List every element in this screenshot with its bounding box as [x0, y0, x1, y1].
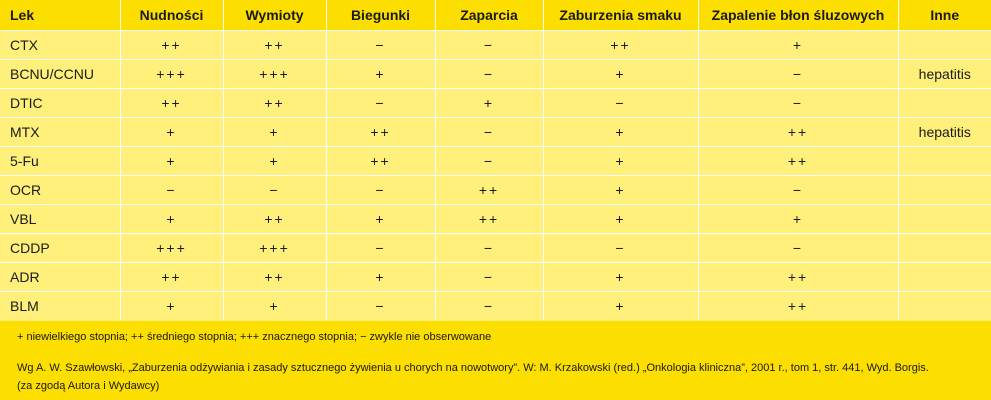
drug-name-cell: ADR	[0, 263, 120, 292]
severity-cell: +++	[223, 234, 326, 263]
table-row	[0, 60, 991, 89]
table-row	[0, 292, 991, 321]
severity-cell: −	[223, 176, 326, 205]
severity-cell: ++	[120, 31, 223, 60]
severity-cell: ++	[698, 292, 898, 321]
other-effect-cell	[898, 205, 991, 234]
other-effect-cell	[898, 147, 991, 176]
severity-cell: +	[698, 205, 898, 234]
drug-name-cell: 5-Fu	[0, 147, 120, 176]
severity-cell: +	[698, 31, 898, 60]
table-row	[0, 89, 991, 118]
other-effect-cell: hepatitis	[898, 60, 991, 89]
severity-cell: −	[698, 60, 898, 89]
severity-cell: ++	[698, 118, 898, 147]
severity-cell: ++	[698, 147, 898, 176]
severity-cell: +	[543, 176, 698, 205]
column-header: Zaparcia	[435, 0, 543, 31]
severity-cell: ++	[223, 89, 326, 118]
severity-cell: +++	[120, 60, 223, 89]
severity-cell: +	[543, 205, 698, 234]
table-row	[0, 31, 991, 60]
other-effect-cell	[898, 176, 991, 205]
severity-cell: +	[326, 263, 435, 292]
severity-cell: −	[326, 234, 435, 263]
other-effect-cell	[898, 31, 991, 60]
severity-cell: +	[326, 205, 435, 234]
severity-cell: ++	[223, 205, 326, 234]
other-effect-cell	[898, 292, 991, 321]
severity-cell: −	[543, 234, 698, 263]
table-row	[0, 205, 991, 234]
severity-cell: −	[698, 176, 898, 205]
severity-cell: −	[435, 31, 543, 60]
severity-cell: −	[543, 89, 698, 118]
column-header: Inne	[898, 0, 991, 31]
column-header: Zapalenie błon śluzowych	[698, 0, 898, 31]
severity-cell: +	[435, 89, 543, 118]
severity-cell: +	[120, 205, 223, 234]
severity-cell: +	[223, 118, 326, 147]
severity-cell: −	[435, 292, 543, 321]
severity-cell: +	[543, 292, 698, 321]
other-effect-cell	[898, 234, 991, 263]
severity-cell: −	[326, 89, 435, 118]
severity-cell: ++	[698, 263, 898, 292]
drug-name-cell: VBL	[0, 205, 120, 234]
severity-cell: +	[543, 147, 698, 176]
drug-name-cell: CTX	[0, 31, 120, 60]
severity-cell: −	[326, 292, 435, 321]
table-row	[0, 263, 991, 292]
severity-cell: ++	[435, 205, 543, 234]
severity-cell: ++	[543, 31, 698, 60]
drug-name-cell: OCR	[0, 176, 120, 205]
column-header: Nudności	[120, 0, 223, 31]
severity-cell: −	[435, 118, 543, 147]
source-citation: Wg A. W. Szawłowski, „Zaburzenia odżywiania i zasady sztucznego żywienia u chorych na nowotwory”. W: M. Krzakowski (red.) „Onkologia kliniczna”, 2001 r., tom 1, str. 441, Wyd. Borgis.	[17, 362, 929, 374]
column-header: Biegunki	[326, 0, 435, 31]
severity-cell: ++	[223, 263, 326, 292]
severity-cell: ++	[326, 118, 435, 147]
table-body	[0, 31, 991, 321]
severity-cell: +	[543, 60, 698, 89]
column-header: Lek	[0, 0, 120, 31]
table-row	[0, 234, 991, 263]
table-row	[0, 118, 991, 147]
severity-cell: +	[120, 292, 223, 321]
severity-cell: +	[543, 263, 698, 292]
severity-cell: −	[698, 234, 898, 263]
severity-cell: −	[435, 263, 543, 292]
drug-name-cell: CDDP	[0, 234, 120, 263]
severity-cell: ++	[326, 147, 435, 176]
severity-cell: +	[543, 118, 698, 147]
severity-cell: ++	[223, 31, 326, 60]
severity-cell: +++	[223, 60, 326, 89]
severity-cell: +	[223, 292, 326, 321]
table-header	[0, 0, 991, 31]
severity-cell: ++	[120, 263, 223, 292]
severity-cell: −	[698, 89, 898, 118]
table-row	[0, 147, 991, 176]
drug-name-cell: BCNU/CCNU	[0, 60, 120, 89]
source-note	[17, 359, 982, 395]
severity-cell: +	[326, 60, 435, 89]
header-row	[0, 0, 991, 31]
severity-cell: −	[326, 176, 435, 205]
severity-cell: −	[435, 60, 543, 89]
drug-name-cell: BLM	[0, 292, 120, 321]
severity-cell: −	[326, 31, 435, 60]
severity-cell: +	[223, 147, 326, 176]
permission-note: (za zgodą Autora i Wydawcy)	[17, 380, 160, 392]
drug-name-cell: MTX	[0, 118, 120, 147]
severity-cell: +	[120, 118, 223, 147]
legend-text: + niewielkiego stopnia; ++ średniego stopnia; +++ znacznego stopnia; − zwykle nie obserwowane	[17, 331, 492, 343]
severity-cell: +++	[120, 234, 223, 263]
severity-cell: ++	[435, 176, 543, 205]
severity-cell: −	[435, 234, 543, 263]
other-effect-cell: hepatitis	[898, 118, 991, 147]
column-header: Zaburzenia smaku	[543, 0, 698, 31]
column-header: Wymioty	[223, 0, 326, 31]
drug-name-cell: DTIC	[0, 89, 120, 118]
severity-cell: −	[435, 147, 543, 176]
severity-cell: −	[120, 176, 223, 205]
table-row	[0, 176, 991, 205]
other-effect-cell	[898, 89, 991, 118]
table-footer	[0, 321, 991, 400]
severity-cell: ++	[120, 89, 223, 118]
severity-cell: +	[120, 147, 223, 176]
other-effect-cell	[898, 263, 991, 292]
